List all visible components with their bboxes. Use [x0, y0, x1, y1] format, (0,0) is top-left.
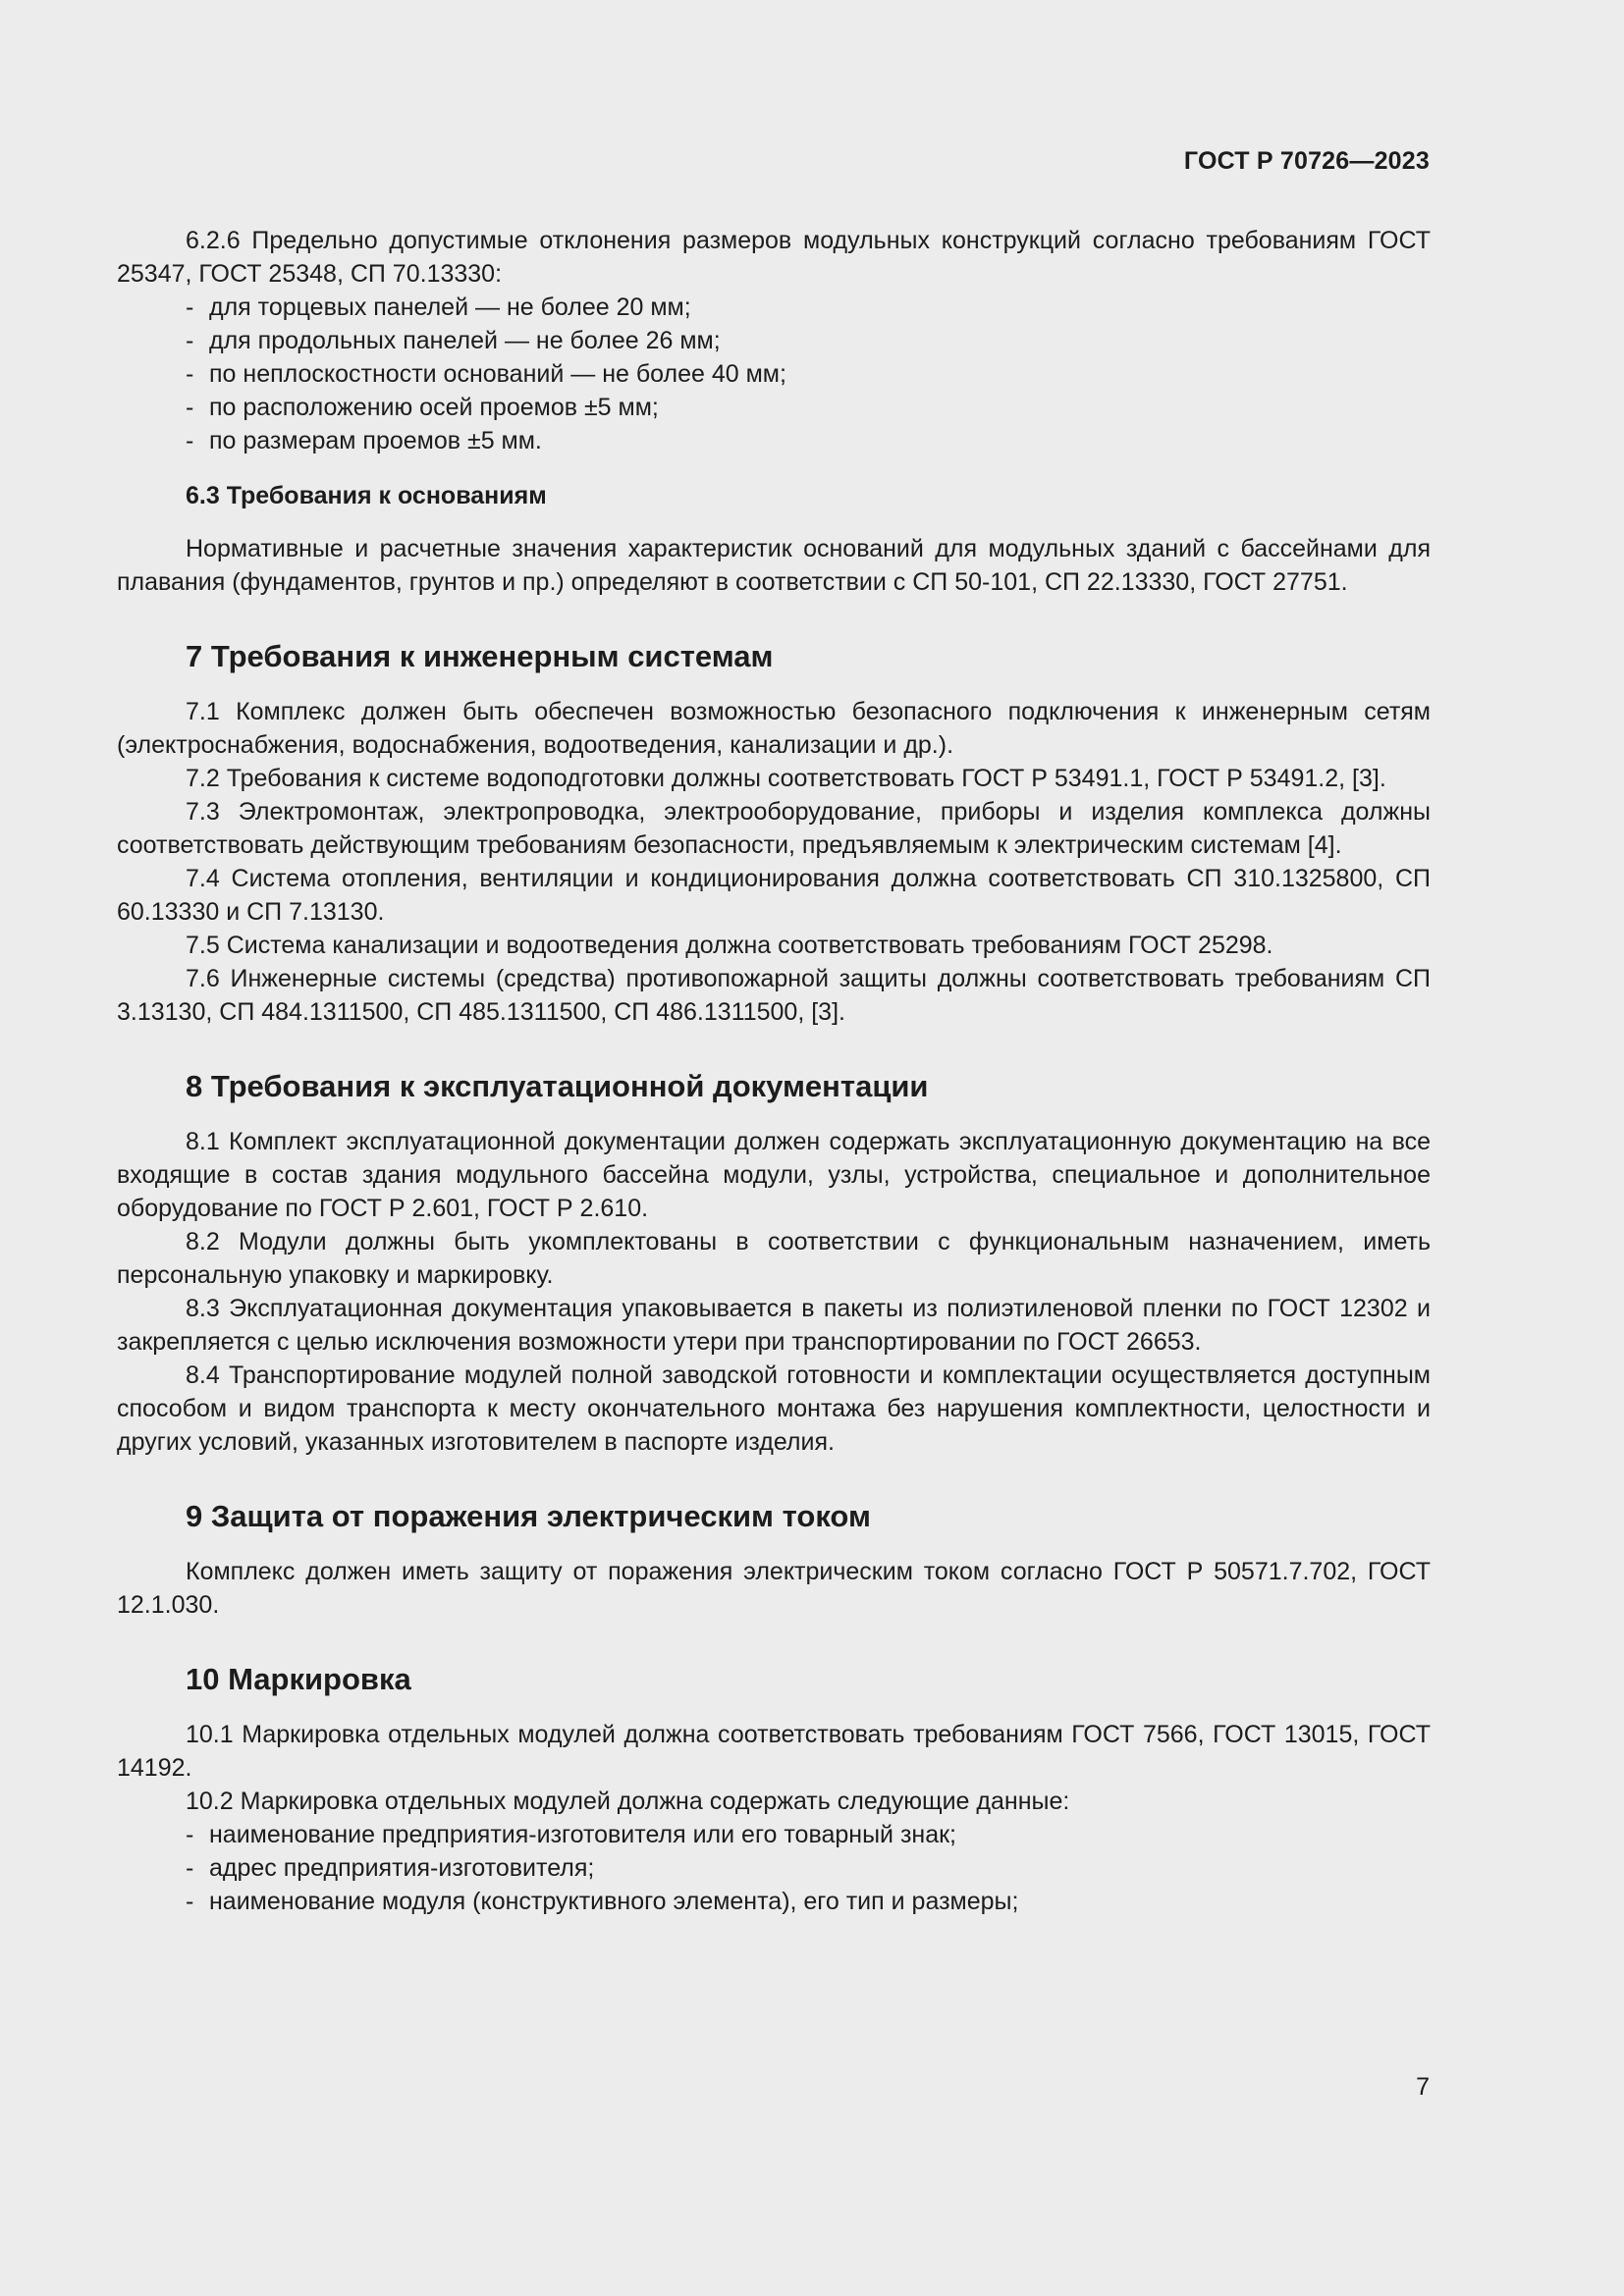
- heading-section-8: 8 Требования к эксплуатационной документации: [186, 1069, 929, 1103]
- paragraph-7-5: 7.5 Система канализации и водоотведения должна соответствовать требованиям ГОСТ 25298.: [186, 932, 1273, 959]
- list-item: - по размерам проемов ±5 мм.: [186, 427, 542, 454]
- paragraph-8-4: 8.4 Транспортирование модулей полной заводской готовности и комплектации осуществляется доступным способом и видом транспорта к месту окончательного монтажа без нарушения комплектности, целостности и других условий, указанных изготовителем в паспорте изделия.: [117, 1362, 1431, 1456]
- heading-section-10: 10 Маркировка: [186, 1662, 411, 1696]
- list-item: - по неплоскостности оснований — не более 40 мм;: [186, 360, 786, 388]
- paragraph-7-4: 7.4 Система отопления, вентиляции и кондиционирования должна соответствовать СП 310.1325800, СП 60.13330 и СП 7.13130.: [117, 865, 1431, 926]
- paragraph-6-2-6: 6.2.6 Предельно допустимые отклонения размеров модульных конструкций согласно требованиям ГОСТ 25347, ГОСТ 25348, СП 70.13330:: [117, 227, 1431, 288]
- list-item: - для продольных панелей — не более 26 мм;: [186, 327, 721, 354]
- list-item: - по расположению осей проемов ±5 мм;: [186, 394, 659, 421]
- paragraph-7-6: 7.6 Инженерные системы (средства) противопожарной защиты должны соответствовать требованиям СП 3.13130, СП 484.1311500, СП 485.1311500, СП 486.1311500, [3].: [117, 965, 1431, 1026]
- paragraph-6-3: Нормативные и расчетные значения характеристик оснований для модульных зданий с бассейнами для плавания (фундаментов, грунтов и пр.) определяют в соответствии с СП 50-101, СП 22.13330, ГОСТ 27751.: [117, 535, 1431, 596]
- document-code: ГОСТ Р 70726—2023: [1183, 147, 1430, 175]
- document-content: [117, 224, 1431, 1918]
- heading-section-9: 9 Защита от поражения электрическим током: [186, 1499, 871, 1533]
- heading-section-7: 7 Требования к инженерным системам: [186, 639, 774, 673]
- paragraph-7-3: 7.3 Электромонтаж, электропроводка, электрооборудование, приборы и изделия комплекса должны соответствовать действующим требованиям безопасности, предъявляемым к электрическим системам [4].: [117, 798, 1431, 859]
- paragraph-10-1: 10.1 Маркировка отдельных модулей должна соответствовать требованиям ГОСТ 7566, ГОСТ 13015, ГОСТ 14192.: [117, 1721, 1431, 1782]
- page-number: 7: [1416, 2073, 1430, 2101]
- list-item: - наименование модуля (конструктивного элемента), его тип и размеры;: [186, 1888, 1019, 1915]
- paragraph-8-2: 8.2 Модули должны быть укомплектованы в соответствии с функциональным назначением, иметь персональную упаковку и маркировку.: [117, 1228, 1431, 1289]
- paragraph-8-3: 8.3 Эксплуатационная документация упаковывается в пакеты из полиэтиленовой пленки по ГОСТ 12302 и закрепляется с целью исключения возможности утери при транспортировании по ГОСТ 26653.: [117, 1295, 1431, 1356]
- paragraph-10-2: 10.2 Маркировка отдельных модулей должна содержать следующие данные:: [186, 1788, 1070, 1815]
- paragraph-8-1: 8.1 Комплект эксплуатационной документации должен содержать эксплуатационную документацию на все входящие в состав здания модульного бассейна модули, узлы, устройства, специальное и дополнительное оборудование по ГОСТ Р 2.601, ГОСТ Р 2.610.: [117, 1128, 1431, 1222]
- paragraph-7-2: 7.2 Требования к системе водоподготовки должны соответствовать ГОСТ Р 53491.1, ГОСТ Р 53491.2, [3].: [186, 765, 1386, 792]
- paragraph-7-1: 7.1 Комплекс должен быть обеспечен возможностью безопасного подключения к инженерным сетям (электроснабжения, водоснабжения, водоотведения, канализации и др.).: [117, 698, 1431, 759]
- list-item: - наименование предприятия-изготовителя или его товарный знак;: [186, 1821, 956, 1848]
- heading-6-3: 6.3 Требования к основаниям: [186, 482, 547, 509]
- list-item: - для торцевых панелей — не более 20 мм;: [186, 294, 691, 321]
- list-item: - адрес предприятия-изготовителя;: [186, 1854, 595, 1882]
- paragraph-9: Комплекс должен иметь защиту от поражения электрическим током согласно ГОСТ Р 50571.7.702, ГОСТ 12.1.030.: [117, 1558, 1431, 1619]
